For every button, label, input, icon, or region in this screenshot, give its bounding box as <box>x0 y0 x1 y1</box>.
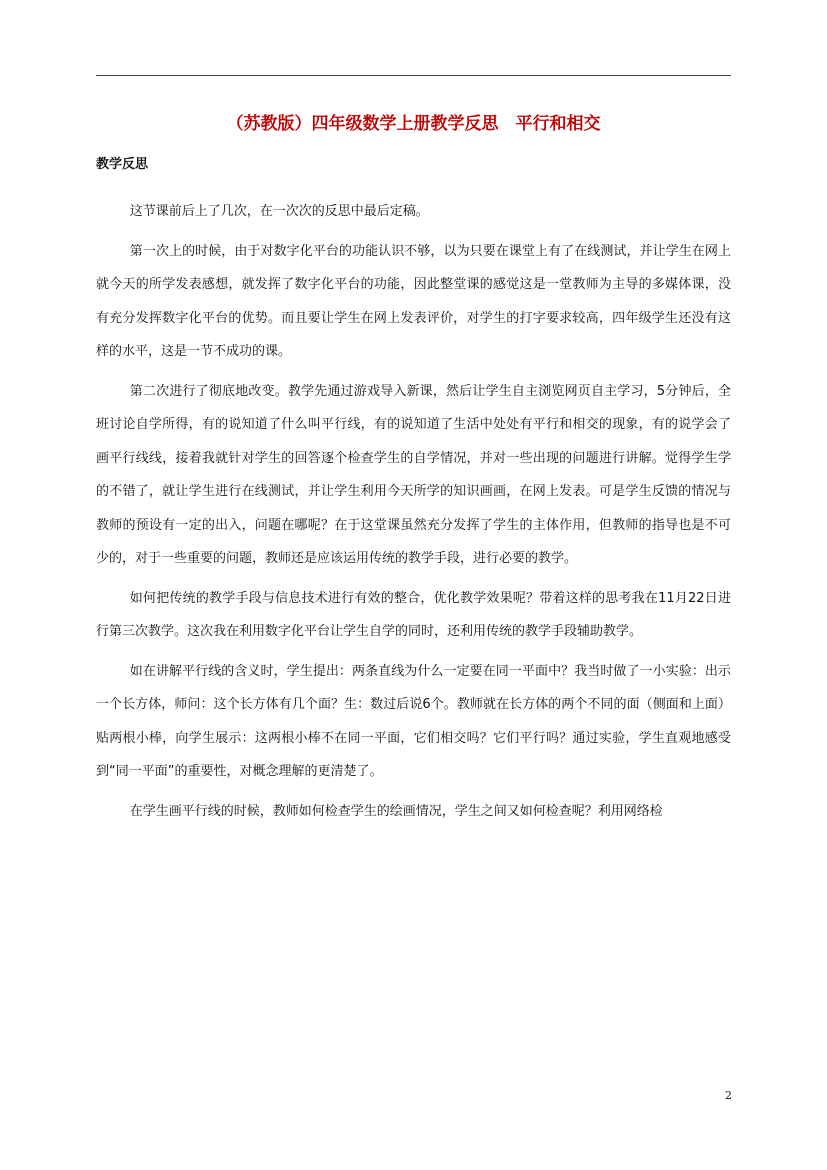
paragraph: 如在讲解平行线的含义时，学生提出：两条直线为什么一定要在同一平面中？我当时做了一小实验：出示一个长方体，师问：这个长方体有几个面？生：数过后说6个。教师就在长方体的两个不同的面（侧面和上面）贴两根小棒，向学生展示：这两根小棒不在同一平面，它们相交吗？它们平行吗？通过实验，学生直观地感受到“同一平面”的重要性，对概念理解的更清楚了。 <box>96 663 731 779</box>
body-text <box>96 195 731 828</box>
paragraph: 这节课前后上了几次，在一次次的反思中最后定稿。 <box>129 204 429 219</box>
paragraph: 在学生画平行线的时候，教师如何检查学生的绘画情况，学生之间又如何检查呢？利用网络检 <box>129 803 663 819</box>
section-heading: 教学反思 <box>96 157 149 172</box>
document-title: （苏教版）四年级数学上册教学反思 平行和相交 <box>226 114 601 134</box>
paragraph: 如何把传统的教学手段与信息技术进行有效的整合，优化教学效果呢？带着这样的思考我在11月22日进行第三次教学。这次我在利用数字化平台让学生自学的同时，还利用传统的教学手段辅助教学。 <box>96 590 731 639</box>
paragraph: 第二次进行了彻底地改变。教学先通过游戏导入新课，然后让学生自主浏览网页自主学习，5分钟后，全班讨论自学所得，有的说知道了什么叫平行线，有的说知道了生活中处处有平行和相交的现象，有的说学会了画平行线线，接着我就针对学生的回答逐个检查学生的自学情况，并对一些出现的问题进行讲解。觉得学生学的不错了，就让学生进行在线测试，并让学生利用今天所学的知识画画，在网上发表。可是学生反馈的情况与教师的预设有一定的出入，问题在哪呢？在于这堂课虽然充分发挥了学生的主体作用，但教师的指导也是不可少的，对于一些重要的问题，教师还是应该运用传统的教学手段，进行必要的教学。 <box>96 383 731 566</box>
header-rule <box>96 75 731 76</box>
paragraph: 第一次上的时候，由于对数字化平台的功能认识不够，以为只要在课堂上有了在线测试，并让学生在网上就今天的所学发表感想，就发挥了数字化平台的功能，因此整堂课的感觉这是一堂教师为主导的多媒体课，没有充分发挥数字化平台的优势。而且要让学生在网上发表评价，对学生的打字要求较高，四年级学生还没有这样的水平，这是一节不成功的课。 <box>96 243 731 359</box>
page-number: 2 <box>725 1089 732 1102</box>
